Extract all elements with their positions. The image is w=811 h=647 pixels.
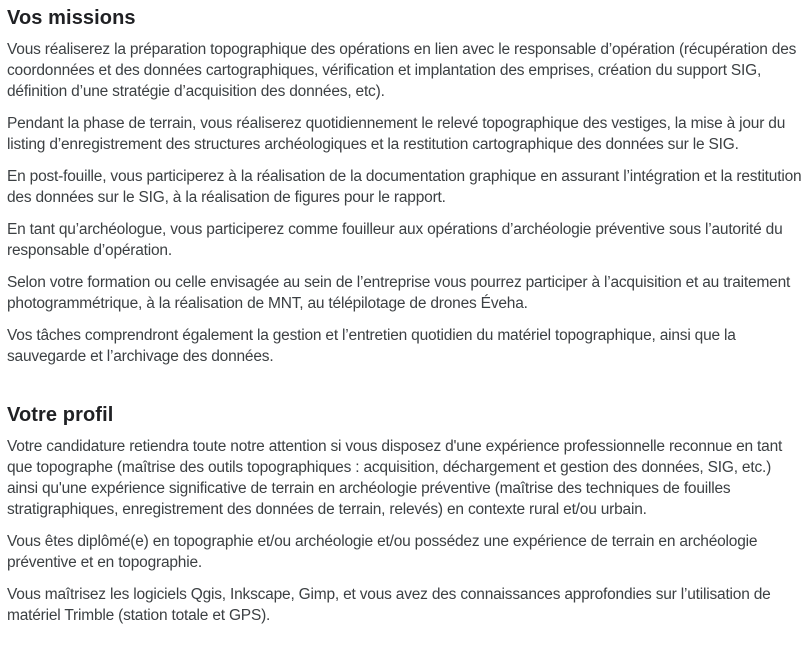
missions-paragraph-2: Pendant la phase de terrain, vous réaliserez quotidiennement le relevé topographique des vestiges, la mise à jour du listing d’enregistrement des structures archéologiques et la restitution cartographique des données sur le SIG. xyxy=(7,115,786,153)
missions-paragraph-5: Selon votre formation ou celle envisagée au sein de l’entreprise vous pourrez participer à l’acquisition et au traitement photogrammétrique, à la réalisation de MNT, au télépilotage de drones Éveha. xyxy=(7,274,791,312)
section-profil xyxy=(7,403,802,626)
missions-paragraph-1: Vous réaliserez la préparation topographique des opérations en lien avec le responsable d’opération (récupération des coordonnées et des données cartographiques, vérification et implantation des emprises, création du support SIG, définition d’une stratégie d’acquisition des données, etc). xyxy=(7,41,797,100)
section-missions xyxy=(7,6,802,367)
missions-paragraph-3: En post-fouille, vous participerez à la réalisation de la documentation graphique en assurant l’intégration et la restitution des données sur le SIG, à la réalisation de figures pour le rapport. xyxy=(7,168,802,206)
missions-paragraph-4: En tant qu’archéologue, vous participerez comme fouilleur aux opérations d’archéologie préventive sous l’autorité du responsable d’opération. xyxy=(7,221,783,259)
missions-section-title: Vos missions xyxy=(7,7,136,29)
profil-paragraph-1: Votre candidature retiendra toute notre attention si vous disposez d'une expérience professionnelle reconnue en tant que topographe (maîtrise des outils topographiques : acquisition, déchargement et gestion des données, SIG, etc.) ainsi qu'une expérience significative de terrain en archéologie préventive (maîtrise des techniques de fouilles stratigraphiques, enregistrement des données de terrain, relevés) en contexte rural et/ou urbain. xyxy=(7,438,783,518)
missions-paragraph-6: Vos tâches comprendront également la gestion et l’entretien quotidien du matériel topographique, ainsi que la sauvegarde et l’archivage des données. xyxy=(7,327,736,365)
profil-section-title: Votre profil xyxy=(7,404,114,426)
profil-paragraph-3: Vous maîtrisez les logiciels Qgis, Inkscape, Gimp, et vous avez des connaissances approfondies sur l’utilisation de matériel Trimble (station totale et GPS). xyxy=(7,586,771,624)
profil-paragraph-2: Vous êtes diplômé(e) en topographie et/ou archéologie et/ou possédez une expérience de terrain en archéologie préventive et en topographie. xyxy=(7,533,758,571)
